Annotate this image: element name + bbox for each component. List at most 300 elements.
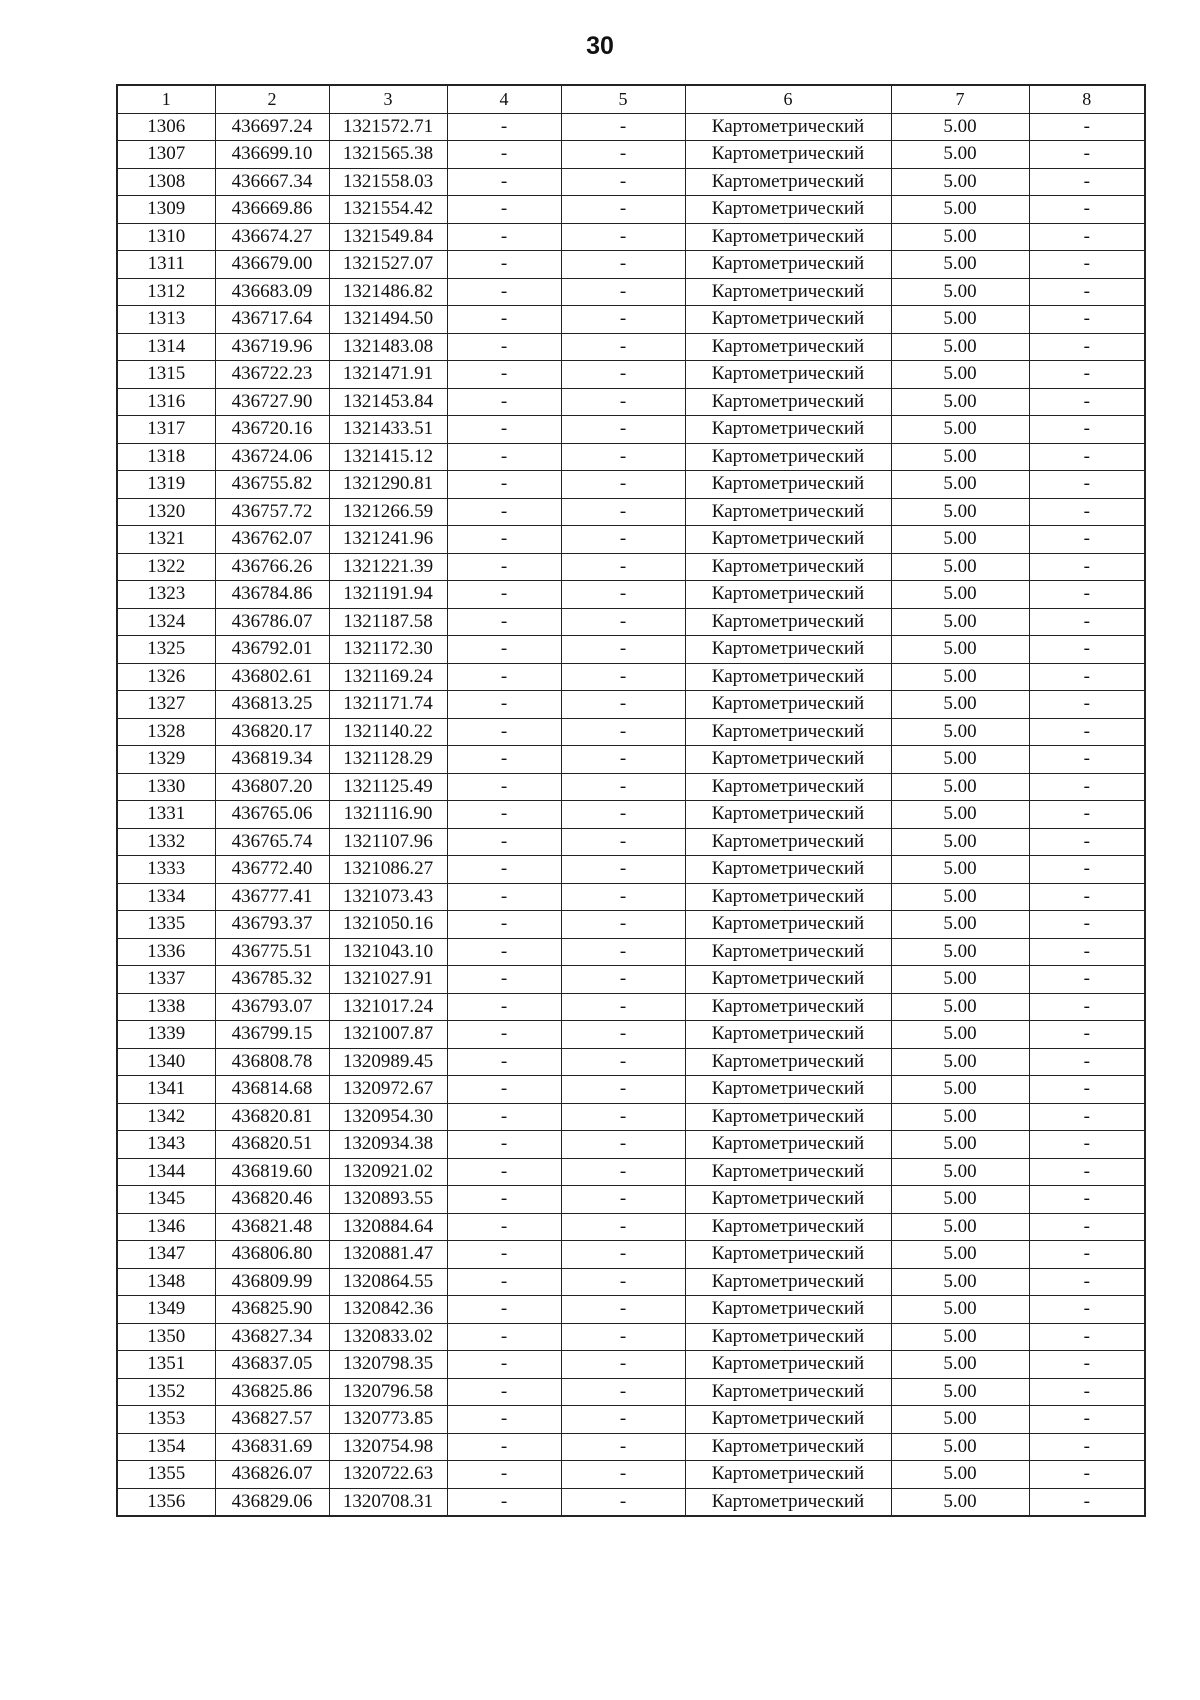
point-number-cell: 1326 [117,663,215,691]
accuracy-cell: 5.00 [891,1323,1029,1351]
y-coordinate-cell: 1321128.29 [329,746,447,774]
y-coordinate-cell: 1321549.84 [329,223,447,251]
column-5-cell: - [561,746,685,774]
column-4-cell: - [447,1323,561,1351]
y-coordinate-cell: 1321073.43 [329,883,447,911]
y-coordinate-cell: 1321433.51 [329,416,447,444]
table-row [117,801,1145,829]
column-8-cell: - [1029,1131,1145,1159]
point-number-cell: 1351 [117,1351,215,1379]
y-coordinate-cell: 1321017.24 [329,993,447,1021]
y-coordinate-cell: 1321558.03 [329,168,447,196]
y-coordinate-cell: 1321187.58 [329,608,447,636]
accuracy-cell: 5.00 [891,1103,1029,1131]
x-coordinate-cell: 436720.16 [215,416,329,444]
column-8-cell: - [1029,966,1145,994]
method-cell: Картометрический [685,966,891,994]
column-4-cell: - [447,1158,561,1186]
table-row [117,608,1145,636]
accuracy-cell: 5.00 [891,828,1029,856]
column-5-cell: - [561,1186,685,1214]
method-cell: Картометрический [685,1433,891,1461]
method-cell: Картометрический [685,938,891,966]
column-4-cell: - [447,553,561,581]
y-coordinate-cell: 1321107.96 [329,828,447,856]
point-number-cell: 1307 [117,141,215,169]
column-8-cell: - [1029,581,1145,609]
table-row [117,773,1145,801]
point-number-cell: 1341 [117,1076,215,1104]
x-coordinate-cell: 436820.46 [215,1186,329,1214]
y-coordinate-cell: 1321483.08 [329,333,447,361]
method-cell: Картометрический [685,691,891,719]
y-coordinate-cell: 1320954.30 [329,1103,447,1131]
column-5-cell: - [561,1296,685,1324]
x-coordinate-cell: 436825.86 [215,1378,329,1406]
column-8-cell: - [1029,1268,1145,1296]
point-number-cell: 1314 [117,333,215,361]
point-number-cell: 1319 [117,471,215,499]
y-coordinate-cell: 1321471.91 [329,361,447,389]
accuracy-cell: 5.00 [891,938,1029,966]
method-cell: Картометрический [685,773,891,801]
accuracy-cell: 5.00 [891,966,1029,994]
column-5-cell: - [561,443,685,471]
column-4-cell: - [447,443,561,471]
column-8-cell: - [1029,773,1145,801]
x-coordinate-cell: 436807.20 [215,773,329,801]
point-number-cell: 1310 [117,223,215,251]
table-row [117,1433,1145,1461]
column-4-cell: - [447,141,561,169]
table-row [117,966,1145,994]
column-header: 5 [561,85,685,113]
column-4-cell: - [447,801,561,829]
method-cell: Картометрический [685,1213,891,1241]
column-5-cell: - [561,993,685,1021]
accuracy-cell: 5.00 [891,746,1029,774]
column-8-cell: - [1029,911,1145,939]
y-coordinate-cell: 1321027.91 [329,966,447,994]
method-cell: Картометрический [685,801,891,829]
column-4-cell: - [447,196,561,224]
method-cell: Картометрический [685,1048,891,1076]
y-coordinate-cell: 1321266.59 [329,498,447,526]
column-5-cell: - [561,526,685,554]
column-4-cell: - [447,911,561,939]
table-row [117,416,1145,444]
method-cell: Картометрический [685,388,891,416]
accuracy-cell: 5.00 [891,251,1029,279]
column-5-cell: - [561,1351,685,1379]
table-row [117,1048,1145,1076]
point-number-cell: 1335 [117,911,215,939]
point-number-cell: 1308 [117,168,215,196]
column-5-cell: - [561,608,685,636]
column-5-cell: - [561,306,685,334]
y-coordinate-cell: 1321221.39 [329,553,447,581]
point-number-cell: 1348 [117,1268,215,1296]
column-5-cell: - [561,1378,685,1406]
table-row [117,1406,1145,1434]
method-cell: Картометрический [685,1488,891,1516]
column-4-cell: - [447,1351,561,1379]
column-5-cell: - [561,911,685,939]
method-cell: Картометрический [685,416,891,444]
column-8-cell: - [1029,333,1145,361]
x-coordinate-cell: 436755.82 [215,471,329,499]
table-row [117,636,1145,664]
x-coordinate-cell: 436821.48 [215,1213,329,1241]
accuracy-cell: 5.00 [891,443,1029,471]
table-row [117,581,1145,609]
accuracy-cell: 5.00 [891,333,1029,361]
point-number-cell: 1331 [117,801,215,829]
y-coordinate-cell: 1320881.47 [329,1241,447,1269]
x-coordinate-cell: 436820.81 [215,1103,329,1131]
y-coordinate-cell: 1321191.94 [329,581,447,609]
column-5-cell: - [561,168,685,196]
y-coordinate-cell: 1320798.35 [329,1351,447,1379]
column-5-cell: - [561,223,685,251]
column-8-cell: - [1029,691,1145,719]
method-cell: Картометрический [685,1268,891,1296]
table-row [117,1378,1145,1406]
column-4-cell: - [447,993,561,1021]
method-cell: Картометрический [685,1323,891,1351]
accuracy-cell: 5.00 [891,498,1029,526]
method-cell: Картометрический [685,911,891,939]
column-4-cell: - [447,1076,561,1104]
accuracy-cell: 5.00 [891,1048,1029,1076]
point-number-cell: 1320 [117,498,215,526]
column-5-cell: - [561,1323,685,1351]
table-header [117,85,1145,113]
table-row [117,333,1145,361]
column-8-cell: - [1029,1296,1145,1324]
column-4-cell: - [447,828,561,856]
table-row [117,1076,1145,1104]
point-number-cell: 1315 [117,361,215,389]
method-cell: Картометрический [685,168,891,196]
x-coordinate-cell: 436814.68 [215,1076,329,1104]
x-coordinate-cell: 436683.09 [215,278,329,306]
method-cell: Картометрический [685,1131,891,1159]
table-row [117,746,1145,774]
method-cell: Картометрический [685,1021,891,1049]
accuracy-cell: 5.00 [891,1406,1029,1434]
method-cell: Картометрический [685,113,891,141]
table-row [117,1131,1145,1159]
x-coordinate-cell: 436669.86 [215,196,329,224]
column-4-cell: - [447,333,561,361]
column-8-cell: - [1029,1186,1145,1214]
y-coordinate-cell: 1320842.36 [329,1296,447,1324]
column-4-cell: - [447,168,561,196]
table-row [117,553,1145,581]
column-5-cell: - [561,883,685,911]
method-cell: Картометрический [685,196,891,224]
point-number-cell: 1311 [117,251,215,279]
column-8-cell: - [1029,113,1145,141]
y-coordinate-cell: 1321169.24 [329,663,447,691]
column-8-cell: - [1029,361,1145,389]
header-row [117,85,1145,113]
column-4-cell: - [447,1103,561,1131]
x-coordinate-cell: 436757.72 [215,498,329,526]
point-number-cell: 1317 [117,416,215,444]
column-4-cell: - [447,388,561,416]
accuracy-cell: 5.00 [891,223,1029,251]
table-row [117,911,1145,939]
column-8-cell: - [1029,1241,1145,1269]
table-row [117,526,1145,554]
table-row [117,938,1145,966]
method-cell: Картометрический [685,526,891,554]
x-coordinate-cell: 436819.34 [215,746,329,774]
point-number-cell: 1323 [117,581,215,609]
column-4-cell: - [447,1461,561,1489]
accuracy-cell: 5.00 [891,1296,1029,1324]
column-5-cell: - [561,801,685,829]
y-coordinate-cell: 1321527.07 [329,251,447,279]
x-coordinate-cell: 436717.64 [215,306,329,334]
column-8-cell: - [1029,553,1145,581]
y-coordinate-cell: 1320934.38 [329,1131,447,1159]
column-4-cell: - [447,1186,561,1214]
accuracy-cell: 5.00 [891,113,1029,141]
column-5-cell: - [561,1158,685,1186]
column-8-cell: - [1029,1351,1145,1379]
x-coordinate-cell: 436699.10 [215,141,329,169]
column-8-cell: - [1029,223,1145,251]
y-coordinate-cell: 1321125.49 [329,773,447,801]
method-cell: Картометрический [685,1241,891,1269]
column-4-cell: - [447,746,561,774]
x-coordinate-cell: 436772.40 [215,856,329,884]
table-row [117,361,1145,389]
x-coordinate-cell: 436793.07 [215,993,329,1021]
column-5-cell: - [561,141,685,169]
method-cell: Картометрический [685,333,891,361]
y-coordinate-cell: 1321086.27 [329,856,447,884]
x-coordinate-cell: 436825.90 [215,1296,329,1324]
table-row [117,1158,1145,1186]
column-5-cell: - [561,1131,685,1159]
method-cell: Картометрический [685,1461,891,1489]
point-number-cell: 1353 [117,1406,215,1434]
column-4-cell: - [447,856,561,884]
x-coordinate-cell: 436697.24 [215,113,329,141]
column-5-cell: - [561,416,685,444]
table-row [117,856,1145,884]
column-8-cell: - [1029,1048,1145,1076]
column-4-cell: - [447,608,561,636]
x-coordinate-cell: 436827.34 [215,1323,329,1351]
point-number-cell: 1347 [117,1241,215,1269]
table-row [117,1268,1145,1296]
column-8-cell: - [1029,388,1145,416]
column-4-cell: - [447,691,561,719]
x-coordinate-cell: 436819.60 [215,1158,329,1186]
x-coordinate-cell: 436792.01 [215,636,329,664]
accuracy-cell: 5.00 [891,663,1029,691]
point-number-cell: 1333 [117,856,215,884]
y-coordinate-cell: 1321140.22 [329,718,447,746]
accuracy-cell: 5.00 [891,691,1029,719]
method-cell: Картометрический [685,1158,891,1186]
column-5-cell: - [561,1103,685,1131]
column-5-cell: - [561,553,685,581]
table-row [117,691,1145,719]
x-coordinate-cell: 436777.41 [215,883,329,911]
column-5-cell: - [561,1488,685,1516]
column-8-cell: - [1029,196,1145,224]
y-coordinate-cell: 1320864.55 [329,1268,447,1296]
column-5-cell: - [561,828,685,856]
accuracy-cell: 5.00 [891,1158,1029,1186]
table-row [117,1021,1145,1049]
y-coordinate-cell: 1321172.30 [329,636,447,664]
x-coordinate-cell: 436786.07 [215,608,329,636]
x-coordinate-cell: 436765.06 [215,801,329,829]
column-4-cell: - [447,636,561,664]
column-4-cell: - [447,498,561,526]
column-4-cell: - [447,278,561,306]
method-cell: Картометрический [685,718,891,746]
x-coordinate-cell: 436831.69 [215,1433,329,1461]
column-4-cell: - [447,113,561,141]
y-coordinate-cell: 1320972.67 [329,1076,447,1104]
column-5-cell: - [561,581,685,609]
method-cell: Картометрический [685,1076,891,1104]
accuracy-cell: 5.00 [891,361,1029,389]
y-coordinate-cell: 1320754.98 [329,1433,447,1461]
column-8-cell: - [1029,471,1145,499]
table-body [117,113,1145,1516]
accuracy-cell: 5.00 [891,196,1029,224]
column-5-cell: - [561,196,685,224]
y-coordinate-cell: 1321565.38 [329,141,447,169]
column-5-cell: - [561,113,685,141]
point-number-cell: 1309 [117,196,215,224]
x-coordinate-cell: 436799.15 [215,1021,329,1049]
x-coordinate-cell: 436809.99 [215,1268,329,1296]
column-8-cell: - [1029,416,1145,444]
point-number-cell: 1342 [117,1103,215,1131]
method-cell: Картометрический [685,1351,891,1379]
y-coordinate-cell: 1321494.50 [329,306,447,334]
column-4-cell: - [447,1213,561,1241]
column-5-cell: - [561,966,685,994]
point-number-cell: 1352 [117,1378,215,1406]
table-row [117,388,1145,416]
column-4-cell: - [447,773,561,801]
point-number-cell: 1356 [117,1488,215,1516]
point-number-cell: 1327 [117,691,215,719]
table-row [117,663,1145,691]
column-4-cell: - [447,1406,561,1434]
y-coordinate-cell: 1320833.02 [329,1323,447,1351]
column-header: 4 [447,85,561,113]
column-4-cell: - [447,966,561,994]
table-row [117,141,1145,169]
x-coordinate-cell: 436674.27 [215,223,329,251]
point-number-cell: 1350 [117,1323,215,1351]
column-5-cell: - [561,471,685,499]
x-coordinate-cell: 436820.51 [215,1131,329,1159]
table-row [117,1241,1145,1269]
column-header: 3 [329,85,447,113]
column-4-cell: - [447,361,561,389]
column-8-cell: - [1029,1378,1145,1406]
column-5-cell: - [561,1268,685,1296]
column-8-cell: - [1029,938,1145,966]
y-coordinate-cell: 1321116.90 [329,801,447,829]
y-coordinate-cell: 1320773.85 [329,1406,447,1434]
column-8-cell: - [1029,856,1145,884]
point-number-cell: 1344 [117,1158,215,1186]
x-coordinate-cell: 436775.51 [215,938,329,966]
accuracy-cell: 5.00 [891,471,1029,499]
point-number-cell: 1321 [117,526,215,554]
column-8-cell: - [1029,1488,1145,1516]
method-cell: Картометрический [685,993,891,1021]
column-5-cell: - [561,1048,685,1076]
y-coordinate-cell: 1321572.71 [329,113,447,141]
point-number-cell: 1306 [117,113,215,141]
column-8-cell: - [1029,251,1145,279]
column-4-cell: - [447,1268,561,1296]
point-number-cell: 1324 [117,608,215,636]
point-number-cell: 1328 [117,718,215,746]
x-coordinate-cell: 436820.17 [215,718,329,746]
accuracy-cell: 5.00 [891,911,1029,939]
column-8-cell: - [1029,1323,1145,1351]
method-cell: Картометрический [685,608,891,636]
accuracy-cell: 5.00 [891,1488,1029,1516]
table-row [117,1296,1145,1324]
method-cell: Картометрический [685,443,891,471]
column-4-cell: - [447,1433,561,1461]
column-8-cell: - [1029,1213,1145,1241]
y-coordinate-cell: 1320722.63 [329,1461,447,1489]
column-4-cell: - [447,251,561,279]
accuracy-cell: 5.00 [891,773,1029,801]
method-cell: Картометрический [685,883,891,911]
column-8-cell: - [1029,278,1145,306]
x-coordinate-cell: 436827.57 [215,1406,329,1434]
column-header: 2 [215,85,329,113]
accuracy-cell: 5.00 [891,581,1029,609]
column-8-cell: - [1029,1433,1145,1461]
x-coordinate-cell: 436793.37 [215,911,329,939]
column-8-cell: - [1029,168,1145,196]
y-coordinate-cell: 1321043.10 [329,938,447,966]
point-number-cell: 1345 [117,1186,215,1214]
point-number-cell: 1339 [117,1021,215,1049]
point-number-cell: 1343 [117,1131,215,1159]
column-5-cell: - [561,1433,685,1461]
column-5-cell: - [561,773,685,801]
x-coordinate-cell: 436765.74 [215,828,329,856]
point-number-cell: 1325 [117,636,215,664]
column-5-cell: - [561,636,685,664]
accuracy-cell: 5.00 [891,1021,1029,1049]
column-5-cell: - [561,361,685,389]
column-5-cell: - [561,663,685,691]
accuracy-cell: 5.00 [891,636,1029,664]
